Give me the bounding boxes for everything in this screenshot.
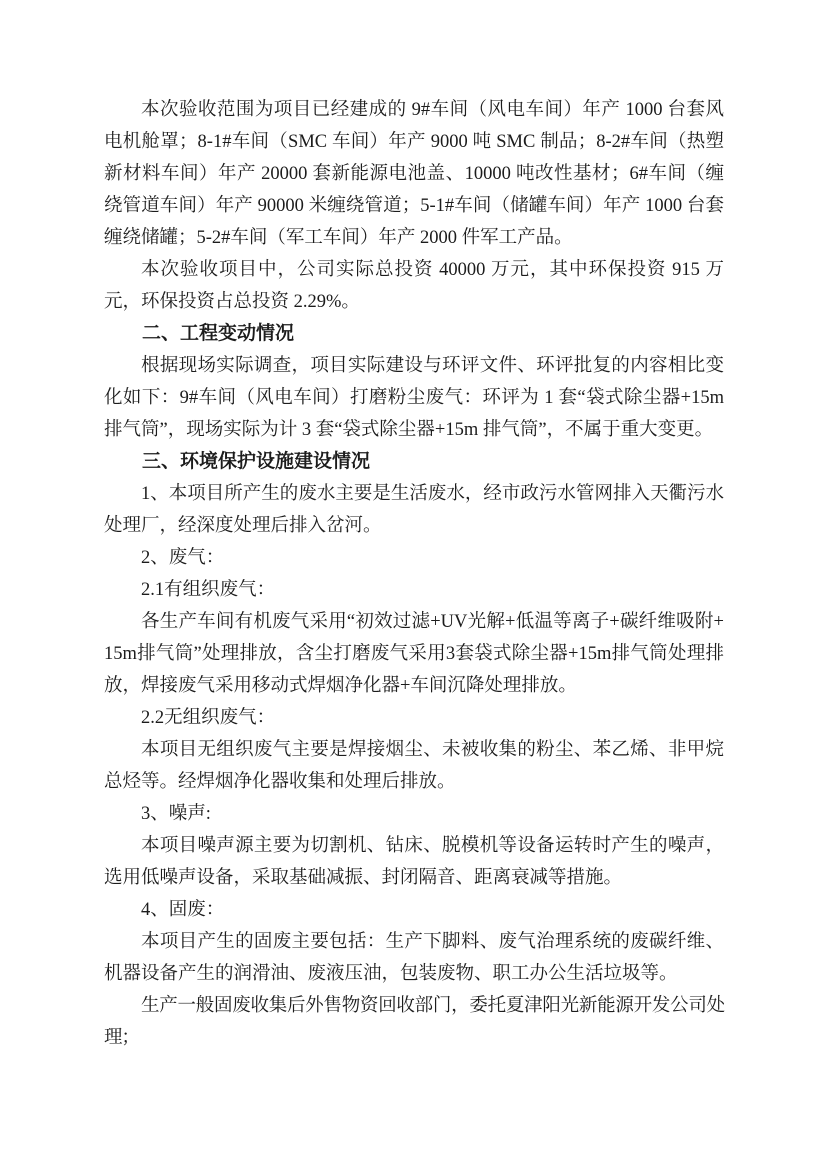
paragraph-solid-waste: 本项目产生的固废主要包括：生产下脚料、废气治理系统的废碳纤维、机器设备产生的润滑油、废液压油，包装废物、职工办公生活垃圾等。 bbox=[104, 932, 724, 984]
paragraph-acceptance-scope: 本次验收范围为项目已经建成的 9#车间（风电车间）年产 1000 台套风电机舱罩；8-1#车间（SMC 车间）年产 9000 吨 SMC 制品；8-2#车间（热塑新材料车间）年产 20000 套新能源电池盖、10000 吨改性基材；6#车间（缠绕管道车间）年产 90000 米缠绕管道；5-1#车间（储罐车间）年产 1000 台套缠绕储罐；5-2#车间（军工车间）年产 2000 件军工产品。 bbox=[104, 100, 724, 248]
paragraph-organized-gas-label: 2.1有组织废气： bbox=[141, 580, 276, 600]
paragraph-wastewater: 1、本项目所产生的废水主要是生活废水，经市政污水管网排入天衢污水处理厂，经深度处理后排入岔河。 bbox=[104, 484, 724, 536]
paragraph-noise-label: 3、噪声: bbox=[141, 804, 211, 824]
paragraph-solid-waste-label: 4、固废： bbox=[141, 900, 225, 920]
paragraph-solid-waste-disposal: 生产一般固废收集后外售物资回收部门，委托夏津阳光新能源开发公司处理； bbox=[104, 996, 724, 1048]
paragraph-noise: 本项目噪声源主要为切割机、钻床、脱模机等设备运转时产生的噪声，选用低噪声设备，采取基础减振、封闭隔音、距离衰减等措施。 bbox=[104, 836, 724, 888]
paragraph-investment: 本次验收项目中，公司实际总投资 40000 万元，其中环保投资 915 万元，环保投资占总投资 2.29%。 bbox=[104, 260, 724, 312]
document-body bbox=[104, 94, 724, 1054]
paragraph-unorganized-gas-label: 2.2无组织废气： bbox=[141, 708, 276, 728]
paragraph-unorganized-gas: 本项目无组织废气主要是焊接烟尘、未被收集的粉尘、苯乙烯、非甲烷总烃等。经焊烟净化器收集和处理后排放。 bbox=[104, 740, 724, 792]
paragraph-waste-gas-label: 2、废气： bbox=[141, 548, 225, 568]
paragraph-organized-gas: 各生产车间有机废气采用“初效过滤+UV光解+低温等离子+碳纤维吸附+15m排气筒”处理排放，含尘打磨废气采用3套袋式除尘器+15m排气筒处理排放，焊接废气采用移动式焊烟净化器+车间沉降处理排放。 bbox=[104, 612, 724, 696]
section-heading-3: 三、环境保护设施建设情况 bbox=[142, 451, 371, 472]
paragraph-project-changes: 根据现场实际调查，项目实际建设与环评文件、环评批复的内容相比变化如下：9#车间（风电车间）打磨粉尘废气：环评为 1 套“袋式除尘器+15m 排气筒”，现场实际为计 3 套“袋式除尘器+15m 排气筒”，不属于重大变更。 bbox=[104, 356, 724, 440]
section-heading-2: 二、工程变动情况 bbox=[142, 323, 295, 344]
